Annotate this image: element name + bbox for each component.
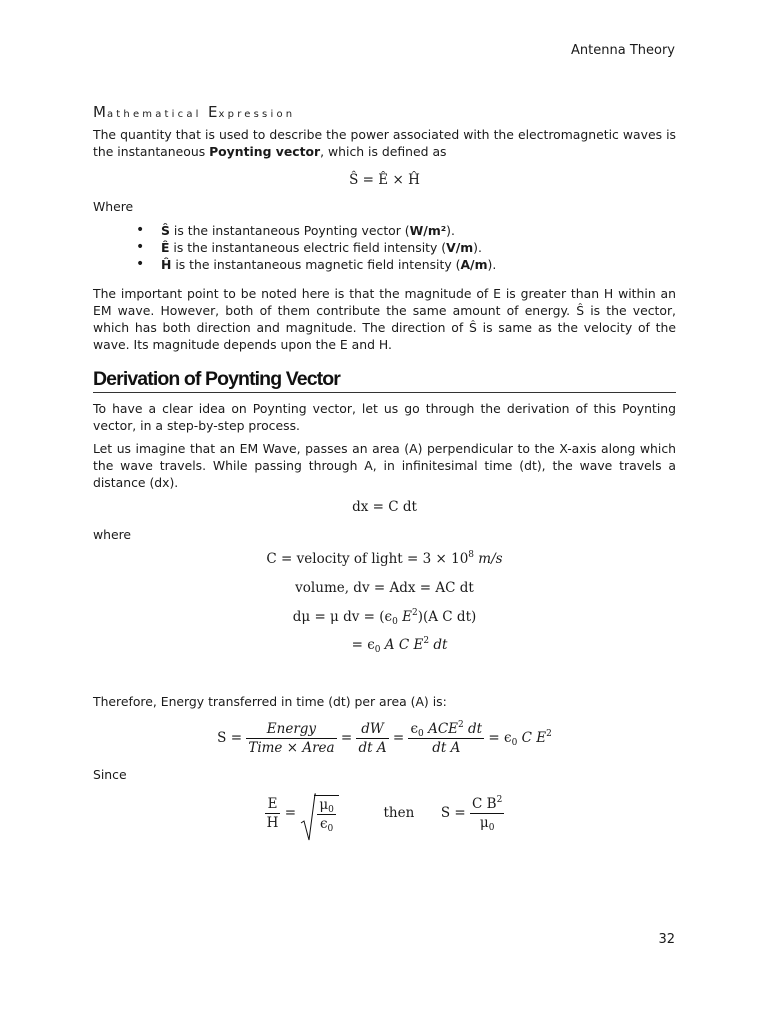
intro-text-b: , which is defined as (320, 144, 447, 159)
eq-e: Ê (378, 172, 389, 188)
fraction-mu-over-eps (314, 795, 339, 832)
frac-num (408, 721, 484, 739)
equation-volume: volume, dv = Adx = AC dt (295, 580, 474, 596)
frac-num: Energy (246, 721, 336, 739)
fraction-eps (408, 721, 484, 756)
title-rest-2: xpression (218, 109, 296, 120)
cb-sup: 2 (496, 795, 503, 805)
bullet-symbol: Ĥ (161, 257, 172, 272)
bullet-end: ). (487, 257, 497, 272)
intro-text-a: The quantity that is used to describe the power associated with the electromagnetic waves is the instantaneous (93, 127, 676, 159)
frac-num-c: dt (463, 721, 483, 737)
equation-energy (108, 637, 691, 653)
fraction-energy (246, 721, 336, 756)
page-number: 32 (658, 932, 675, 947)
frac-den (317, 815, 336, 832)
radical-sign-icon (300, 793, 316, 841)
eq-eps-a: = ϵ (351, 637, 375, 653)
eq-dmu-c: )(A C dt) (417, 609, 477, 625)
eq-eps-sup: 2 (423, 636, 430, 646)
frac-den: Time × Area (248, 740, 335, 756)
frac-num-b: ACE (423, 721, 459, 737)
frac-num-a: ϵ (410, 721, 419, 737)
derivation-intro-paragraph: To have a clear idea on Poynting vector, let us go through the derivation of this Poynting vector, in a step-by-step process. (93, 401, 676, 433)
eq-s-rhs-b: C E (517, 730, 547, 746)
title-cap-e: E (208, 103, 219, 121)
intro-bold: Poynting vector (209, 144, 321, 159)
title-cap-m: M (93, 103, 107, 121)
eq-equals: = (358, 172, 379, 188)
mu2-sub: 0 (488, 823, 495, 833)
bullet-text: is the instantaneous electric field intensity ( (169, 240, 447, 255)
list-item (148, 256, 496, 273)
cb-text: C B (472, 796, 497, 812)
equation-poynting-definition (93, 172, 676, 188)
eps-sub: 0 (327, 824, 334, 834)
frac-num: E (265, 796, 281, 814)
page-header-title: Antenna Theory (571, 43, 675, 58)
bullet-unit: V/m (446, 240, 474, 255)
equation-velocity (93, 551, 676, 567)
fraction-e-over-h (265, 796, 281, 831)
eq-eps-c: dt (429, 637, 448, 653)
eq-s-lhs: S = (217, 730, 243, 746)
eq-eps-sub: 0 (374, 645, 381, 655)
title-rest-1: athematical (106, 109, 209, 120)
frac-num (470, 796, 504, 814)
sqrt-icon (300, 795, 339, 832)
section-heading: Derivation of Poynting Vector (93, 368, 676, 393)
eq-dmu-sup: 2 (412, 608, 418, 618)
eq-dmu-b: E (397, 609, 412, 625)
eq-dmu-a: dμ = μ dv = (ϵ (292, 609, 393, 625)
eq-c-unit: m/s (474, 551, 503, 567)
eq-c-exp: 8 (468, 550, 475, 560)
bullet-end: ). (473, 240, 482, 255)
intro-paragraph (93, 126, 676, 160)
then-word: then (383, 805, 415, 821)
bullet-text: is the instantaneous magnetic field intensity ( (171, 257, 461, 272)
where-label-2: where (93, 527, 132, 542)
eq-c-text: C = velocity of light = 3 × 10 (266, 551, 469, 567)
mu-symbol: μ (319, 797, 329, 813)
therefore-paragraph: Therefore, Energy transferred in time (dt) per area (A) is: (93, 694, 447, 709)
eq-s-rhs-sup: 2 (546, 729, 552, 739)
imagine-paragraph: Let us imagine that an EM Wave, passes an area (A) perpendicular to the X-axis along which the wave travels. While passing through A, in infinitesimal time (dt), the wave travels a distance (dx). (93, 441, 676, 490)
bullet-symbol: Ê (161, 240, 170, 255)
subsection-title (93, 103, 295, 121)
bullet-unit: W/m² (409, 223, 447, 238)
eq-times: × (388, 172, 409, 188)
fraction-dw (356, 721, 388, 756)
equation-since (93, 795, 676, 832)
bullet-unit: A/m (460, 257, 488, 272)
eq-eps-b: A C E (380, 637, 424, 653)
important-paragraph: The important point to be noted here is that the magnitude of E is greater than H within an EM wave. However, both of them contribute the same amount of energy. Ŝ is the vector, which has both direction and magnitude. The direction of Ŝ is same as the velocity of the wave. Its magnitude depends upon the E and H. (93, 286, 676, 352)
eq-s-eq2: = (392, 730, 405, 746)
list-item (148, 222, 496, 239)
eps-symbol: ϵ (319, 816, 328, 832)
bullet-end: ). (446, 223, 455, 238)
equation-dx: dx = C dt (352, 499, 417, 515)
fraction-cb-over-mu (470, 796, 504, 831)
frac-num: dW (356, 721, 388, 739)
mu2-symbol: μ (479, 815, 489, 831)
frac-num (317, 797, 336, 815)
definition-list (148, 222, 496, 273)
eq-dmu-sub: 0 (392, 617, 398, 627)
frac-num-sup: 2 (458, 720, 464, 730)
frac-den: dt A (432, 740, 461, 756)
list-item (148, 239, 496, 256)
since-label: Since (93, 767, 127, 782)
eq-s-eq3: = (488, 730, 500, 746)
frac-num-sub: 0 (418, 729, 424, 739)
frac-den (470, 814, 504, 831)
eq-s-rhs-sub: 0 (511, 738, 518, 748)
bullet-text: is the instantaneous Poynting vector ( (169, 223, 410, 238)
eq-s-eq1: = (340, 730, 353, 746)
frac-den: dt A (358, 740, 387, 756)
mu-sub: 0 (328, 805, 334, 815)
eq-since-s: S = (440, 805, 466, 821)
eq-h: Ĥ (408, 172, 420, 188)
equation-dmu (93, 609, 676, 625)
equation-s (93, 721, 676, 756)
eq-s: Ŝ (349, 172, 359, 188)
frac-den: H (266, 815, 279, 831)
where-label: Where (93, 199, 134, 214)
eq-since-eq: = (284, 805, 297, 821)
bullet-symbol: Ŝ (161, 223, 170, 238)
eq-s-rhs-a: ϵ (504, 730, 512, 746)
